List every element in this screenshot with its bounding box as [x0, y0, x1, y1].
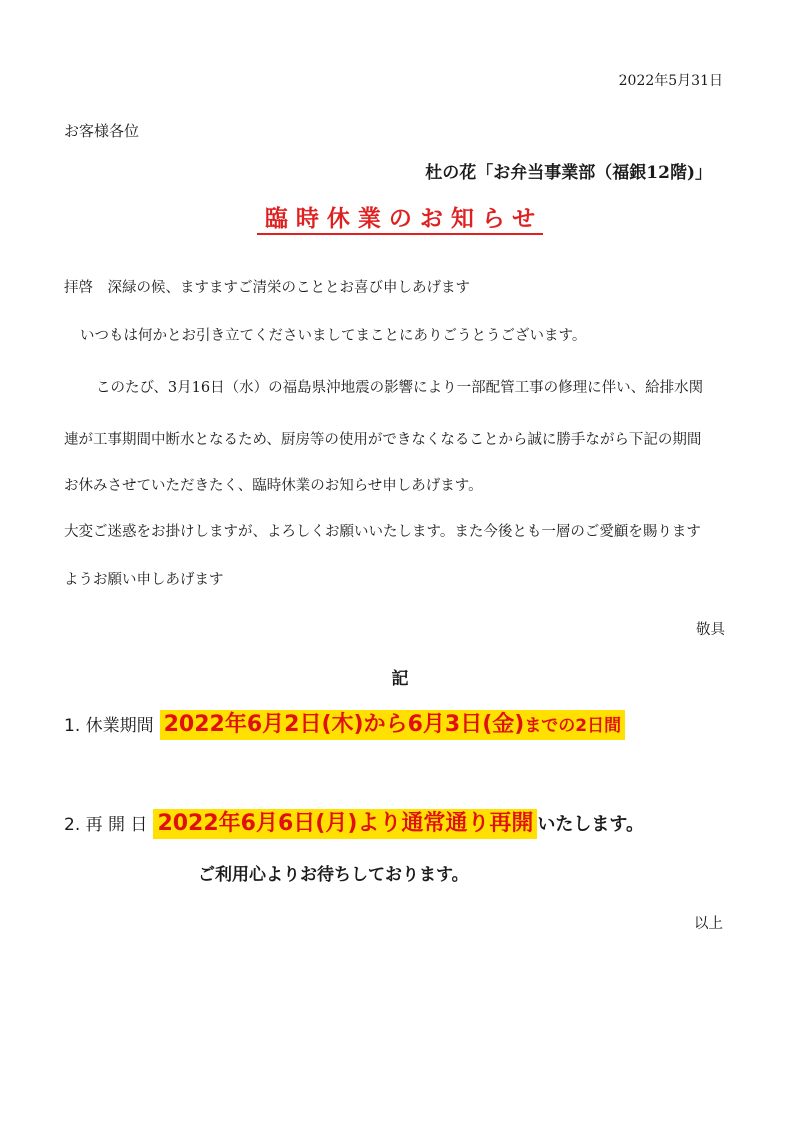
document-date: 2022年5月31日 [618, 73, 723, 89]
body-paragraph-reason-line-2: 連が工事期間中断水となるため、厨房等の使用ができなくなることから誠に勝手ながら下記の期間 [64, 432, 702, 448]
closure-period-label: 1. 休業期間 [64, 716, 154, 736]
reopen-date-text: 2022年6月6日(月)より通常通り再開 [157, 811, 534, 836]
closure-period-highlight [160, 710, 626, 740]
closure-period-duration: までの2日間 [524, 716, 622, 736]
wait-message: ご利用心よりお待ちしております。 [198, 865, 469, 885]
sender-name: 杜の花「お弁当事業部（福銀12階)」 [425, 163, 712, 183]
reopen-date-tail: いたします。 [537, 814, 644, 835]
reopen-date-item [64, 806, 644, 837]
body-paragraph-apology-line-1: 大変ご迷惑をお掛けしますが、よろしくお願いいたします。また今後とも一層のご愛顧を賜ります [64, 524, 701, 540]
closing-keigu: 敬具 [696, 622, 725, 638]
body-paragraph-greeting: 拝啓 深緑の候、ますますご清栄のこととお喜び申しあげます [64, 280, 470, 296]
reopen-date-highlight [153, 809, 537, 839]
notice-title [0, 200, 800, 233]
addressee: お客様各位 [64, 122, 140, 140]
body-paragraph-reason-line-3: お休みさせていただきたく、臨時休業のお知らせ申しあげます。 [64, 478, 483, 494]
reopen-date-label: 2. 再 開 日 [64, 815, 148, 835]
notice-title-text: 臨時休業のお知らせ [257, 205, 543, 235]
body-paragraph-reason-line-1: このたび、3月16日（水）の福島県沖地震の影響により一部配管工事の修理に伴い、給排水関 [96, 380, 704, 396]
closure-period-dates: 2022年6月2日(木)から6月3日(金) [163, 712, 525, 737]
body-paragraph-thanks: いつもは何かとお引き立てくださいましてまことにありごうとうございます。 [80, 328, 587, 344]
closure-period-item [64, 707, 625, 738]
body-paragraph-apology-line-2: ようお願い申しあげます [64, 572, 224, 588]
ki-heading: 記 [391, 669, 409, 689]
closing-ijou: 以上 [694, 916, 723, 932]
